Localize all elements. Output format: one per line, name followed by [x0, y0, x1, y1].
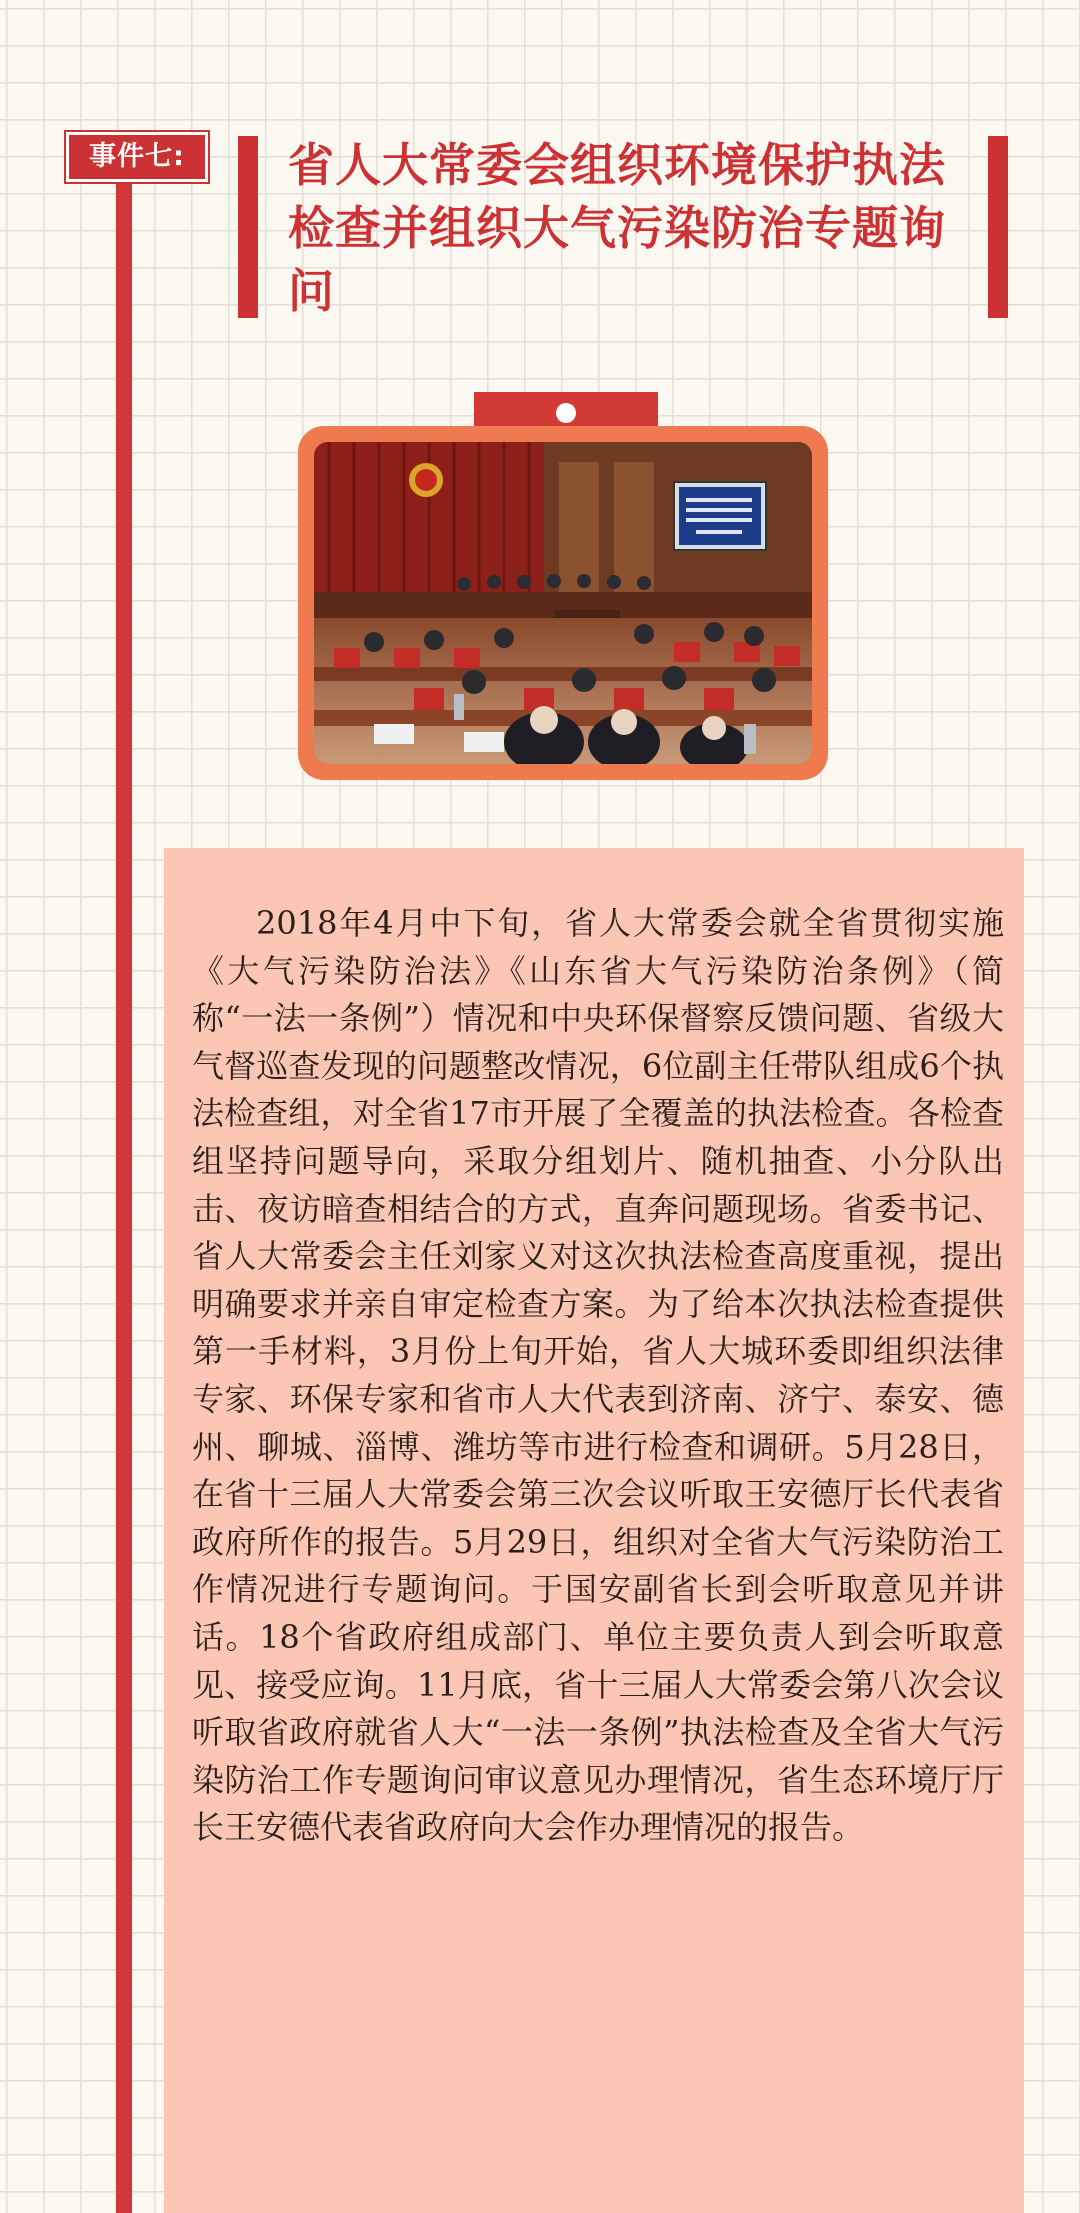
hanger-hole-icon	[556, 403, 576, 423]
event-description: 2018年4月中下旬，省人大常委会就全省贯彻实施《大气污染防治法》《山东省大气污染防治条例》（简称“一法一条例”）情况和中央环保督察反馈问题、省级大气督巡查发现的问题整改情况，6位副主任带队组成6个执法检查组，对全省17市开展了全覆盖的执法检查。各检查组坚持问题导向，采取分组划片、随机抽查、小分队出击、夜访暗查相结合的方式，直奔问题现场。省委书记、省人大常委会主任刘家义对这次执法检查高度重视，提出明确要求并亲自审定检查方案。为了给本次执法检查提供第一手材料，3月份上旬开始，省人大城环委即组织法律专家、环保专家和省市人大代表到济南、济宁、泰安、德州、聊城、淄博、潍坊等市进行检查和调研。5月28日，在省十三届人大常委会第三次会议听取王安德厅长代表省政府所作的报告。5月29日，组织对全省大气污染防治工作情况进行专题询问。于国安副省长到会听取意见并讲话。18个省政府组成部门、单位主要负责人到会听取意见、接受应询。11月底，省十三届人大常委会第八次会议听取省政府就省人大“一法一条例”执法检查及全省大气污染防治工作专题询问审议意见办理情况，省生态环境厅厅长王安德代表省政府向大会作办理情况的报告。	[192, 904, 1004, 1847]
title-left-bar	[238, 136, 258, 318]
meeting-photo-illustration	[314, 442, 812, 764]
page-title: 省人大常委会组织环境保护执法检查并组织大气污染防治专题询问	[288, 138, 946, 318]
event-tag: 事件七:	[66, 132, 208, 182]
title-right-bar	[988, 136, 1008, 318]
photo-frame	[298, 426, 828, 780]
timeline-vertical-line	[116, 140, 132, 2213]
description-panel	[164, 848, 1024, 2213]
meeting-photo	[314, 442, 812, 764]
